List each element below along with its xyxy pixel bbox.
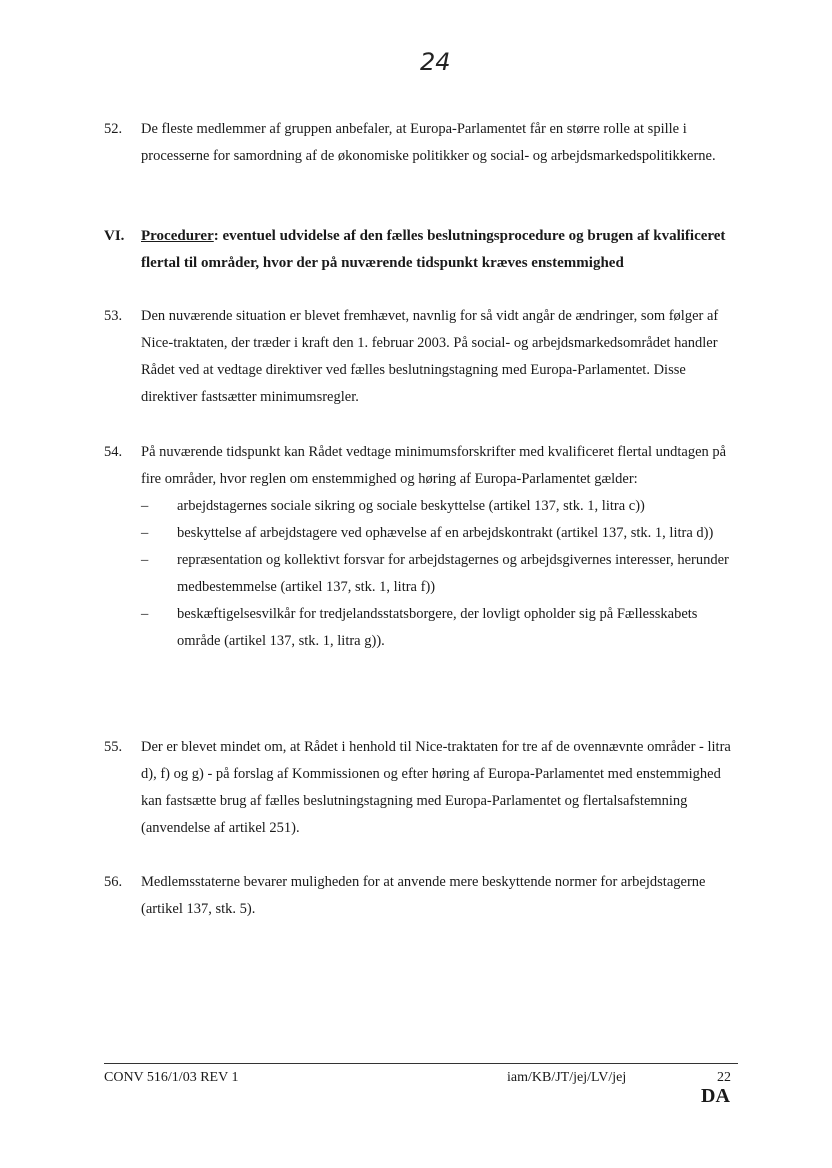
paragraph-text: Medlemsstaterne bevarer muligheden for at anvende mere beskyttende normer for arbejdstagerne (artikel 137, stk. 5). [141,874,706,917]
paragraph-text: Der er blevet mindet om, at Rådet i henhold til Nice-traktaten for tre af de ovennævnte områder - litra d), f) og g) - på forslag af Kommissionen og efter høring af Europa-Parlamentet med enstemmighed kan fastsætte brug af fælles beslutningstagning med Europa-Parlamentet og flertalsafstemning (anvendelse af artikel 251). [141,739,731,836]
footer-language-code: DA [701,1085,730,1107]
list-item [141,601,744,655]
paragraph-text: På nuværende tidspunkt kan Rådet vedtage minimumsforskrifter med kvalificeret flertal undtagen på fire områder, hvor reglen om enstemmighed og høring af Europa-Parlamentet gælder: [141,444,727,487]
list-item-text: beskæftigelsesvilkår for tredjelandsstatsborgere, der lovligt opholder sig på Fællesskabets område (artikel 137, stk. 1, litra g)). [177,606,698,649]
footer-page-number: 22 [717,1070,731,1085]
handwritten-page-number: 24 [420,48,451,76]
section-heading-vi [104,223,744,277]
list-item-text: repræsentation og kollektivt forsvar for arbejdstagernes og arbejdsgivernes interesser, herunder medbestemmelse (artikel 137, stk. 1, litra f)) [177,552,729,595]
list-item [141,520,744,547]
paragraph-number: 54. [104,444,123,460]
list-item [141,493,744,520]
section-number: VI. [104,228,125,244]
paragraph-52 [104,116,744,170]
dash-marker: – [141,552,149,568]
dash-marker: – [141,525,149,541]
dash-list [141,493,744,655]
list-item [141,547,744,601]
paragraph-53 [104,303,744,411]
paragraph-number: 52. [104,121,123,137]
dash-marker: – [141,606,149,622]
list-item-text: arbejdstagernes sociale sikring og sociale beskyttelse (artikel 137, stk. 1, litra c)) [177,498,645,514]
paragraph-text: De fleste medlemmer af gruppen anbefaler, at Europa-Parlamentet får en større rolle at spille i processerne for samordning af de økonomiske politikker og social- og arbejdsmarkedspolitikkerne. [141,121,716,164]
paragraph-number: 56. [104,874,123,890]
footer-rule [104,1063,738,1064]
paragraph-55 [104,734,744,842]
dash-marker: – [141,498,149,514]
paragraph-number: 53. [104,308,123,324]
section-title-rest: : eventuel udvidelse af den fælles beslutningsprocedure og brugen af kvalificeret flertal til områder, hvor der på nuværende tidspunkt kræves enstemmighed [141,228,726,271]
paragraph-54 [104,439,744,655]
paragraph-text: Den nuværende situation er blevet fremhævet, navnlig for så vidt angår de ændringer, som følger af Nice-traktaten, der træder i kraft den 1. februar 2003. På social- og arbejdsmarkedsområdet handler Rådet ved at vedtage direktiver ved fælles beslutningstagning med Europa-Parlamentet. Disse direktiver fastsætter minimumsregler. [141,308,719,405]
paragraph-56 [104,869,744,923]
footer-initials: iam/KB/JT/jej/LV/jej [507,1070,627,1085]
paragraph-number: 55. [104,739,123,755]
section-title-underlined: Procedurer [141,228,214,244]
footer-doc-ref: CONV 516/1/03 REV 1 [104,1070,239,1085]
list-item-text: beskyttelse af arbejdstagere ved ophævelse af en arbejdskontrakt (artikel 137, stk. 1, litra d)) [177,525,714,541]
section-title [141,223,744,277]
paragraph-body [141,439,744,655]
